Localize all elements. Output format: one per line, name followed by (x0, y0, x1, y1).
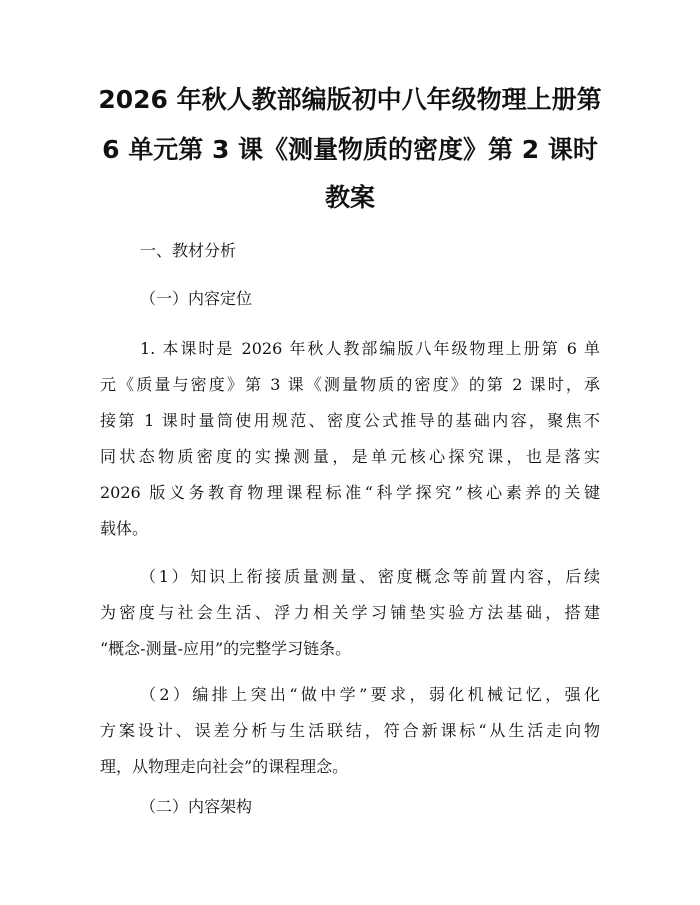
title-line-3: 教案 (324, 183, 375, 212)
paragraph-line: （2）编排上突出“做中学”要求，弱化机械记忆，强化 (140, 685, 600, 704)
title-line-1: 2026 年秋人教部编版初中八年级物理上册第 (98, 85, 602, 114)
paragraph-line: 元《质量与密度》第 3 课《测量物质的密度》的第 2 课时，承 (100, 375, 600, 394)
section-heading-teaching-material: 一、教材分析 (140, 241, 237, 260)
paragraph-line: 1. 本课时是 2026 年秋人教部编版八年级物理上册第 6 单 (140, 339, 600, 358)
paragraph-line: 载体。 (100, 519, 149, 538)
paragraph-line: 理，从物理走向社会”的课程理念。 (100, 757, 349, 776)
paragraph-line: 方案设计、误差分析与生活联结，符合新课标“从生活走向物 (100, 721, 600, 740)
paragraph-line: 接第 1 课时量筒使用规范、密度公式推导的基础内容，聚焦不 (100, 411, 600, 430)
paragraph-line: （1）知识上衔接质量测量、密度概念等前置内容，后续 (140, 567, 600, 586)
paragraph-line: 2026 版义务教育物理课程标准“科学探究”核心素养的关键 (100, 483, 600, 502)
subsection-heading-content-positioning: （一）内容定位 (140, 289, 253, 308)
paragraph-line: 同状态物质密度的实操测量，是单元核心探究课，也是落实 (100, 447, 600, 466)
paragraph-line: “概念-测量-应用”的完整学习链条。 (100, 639, 352, 658)
title-line-2: 6 单元第 3 课《测量物质的密度》第 2 课时 (102, 135, 598, 164)
paragraph-line: 为密度与社会生活、浮力相关学习铺垫实验方法基础，搭建 (100, 603, 600, 622)
subsection-heading-content-structure: （二）内容架构 (140, 797, 253, 816)
